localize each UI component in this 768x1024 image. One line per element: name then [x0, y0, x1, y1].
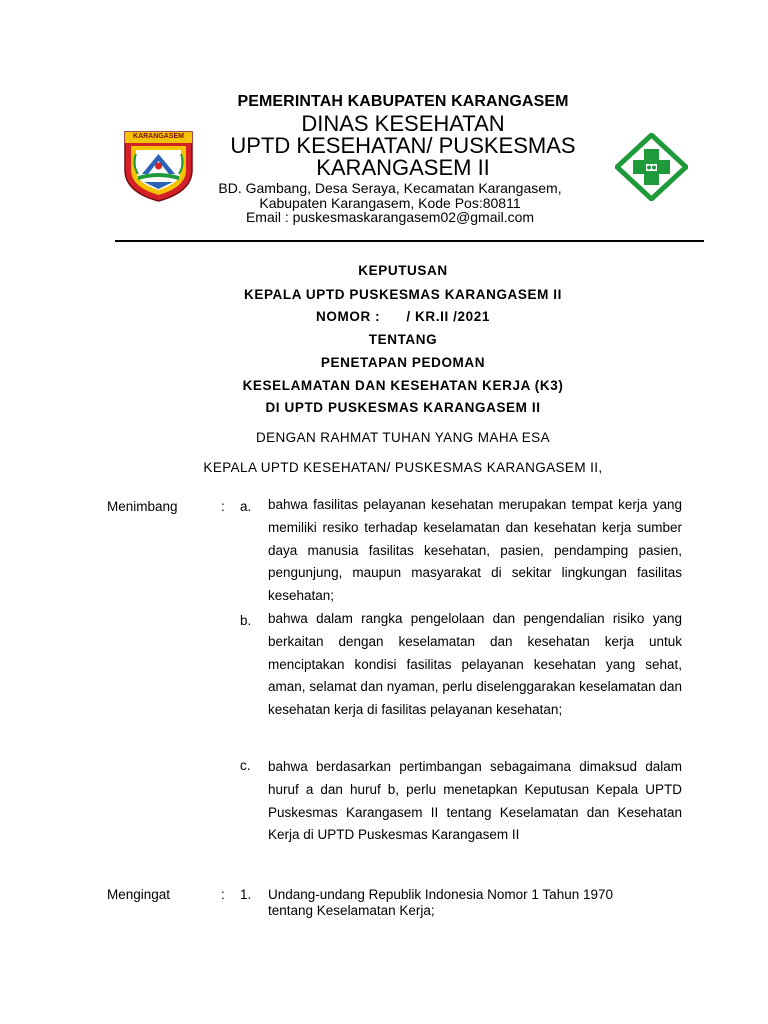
email-line: Email : puskesmaskarangasem02@gmail.com	[245, 209, 535, 225]
puskesmas-cross-icon	[615, 133, 688, 201]
list-marker: a.	[240, 499, 252, 514]
authority-line: KEPALA UPTD KESEHATAN/ PUSKESMAS KARANGASEM II,	[203, 460, 603, 475]
address-line: Kabupaten Karangasem, Kode Pos:80811	[259, 195, 521, 211]
subject-line: KESELAMATAN DAN KESEHATAN KERJA (K3)	[242, 378, 564, 393]
list-item: bahwa berdasarkan pertimbangan sebagaimana dimaksud dalam huruf a dan huruf b, perlu menetapkan Keputusan Kepala UPTD Puskesmas Karangasem II tentang Keselamatan dan Kesehatan Kerja di UPTD Puskesmas Karangasem II	[268, 759, 682, 843]
list-item: bahwa fasilitas pelayanan kesehatan merupakan tempat kerja yang memiliki resiko terhadap keselamatan dan kesehatan kerja sumber daya manusia fasilitas kesehatan, pasien, pendamping pasien, pengunjung, maupun masyarakat di sekitar lingkungan fasilitas kesehatan;	[268, 497, 682, 604]
unit-name-cont: KARANGASEM II	[316, 155, 490, 180]
menimbang-label: Menimbang	[107, 499, 178, 514]
list-item	[268, 887, 688, 919]
subject-line: DI UPTD PUSKESMAS KARANGASEM II	[265, 400, 541, 415]
document-number: NOMOR : / KR.II /2021	[316, 309, 490, 324]
mengingat-colon: :	[221, 887, 225, 902]
subject-line: PENETAPAN PEDOMAN	[320, 355, 486, 370]
list-marker: c.	[240, 758, 251, 773]
issuer: KEPALA UPTD PUSKESMAS KARANGASEM II	[243, 287, 563, 302]
invocation: DENGAN RAHMAT TUHAN YANG MAHA ESA	[255, 430, 550, 445]
address-line: BD. Gambang, Desa Seraya, Kecamatan Karangasem,	[218, 180, 562, 196]
list-item-line: tentang Keselamatan Kerja;	[268, 903, 435, 918]
letterhead	[0, 0, 768, 245]
government-name: PEMERINTAH KABUPATEN KARANGASEM	[237, 93, 569, 110]
tentang-label: TENTANG	[368, 332, 438, 347]
logo-caption: KARANGASEM	[133, 133, 184, 140]
list-marker: b.	[240, 613, 252, 628]
mengingat-label: Mengingat	[107, 887, 171, 902]
list-marker: 1.	[240, 887, 252, 902]
document-type: KEPUTUSAN	[358, 263, 448, 278]
unit-name: UPTD KESEHATAN/ PUSKESMAS	[230, 133, 576, 158]
menimbang-colon: :	[221, 499, 225, 514]
list-item-line: Undang-undang Republik Indonesia Nomor 1 Tahun 1970	[268, 887, 614, 902]
department-name: DINAS KESEHATAN	[301, 111, 505, 136]
header-divider	[115, 240, 704, 242]
list-item: bahwa dalam rangka pengelolaan dan pengendalian risiko yang berkaitan dengan keselamatan dan kesehatan kerja untuk menciptakan kondisi fasilitas pelayanan kesehatan yang sehat, aman, selamat dan nyaman, perlu diselenggarakan keselamatan dan kesehatan kerja di fasilitas pelayanan kesehatan;	[268, 611, 682, 718]
